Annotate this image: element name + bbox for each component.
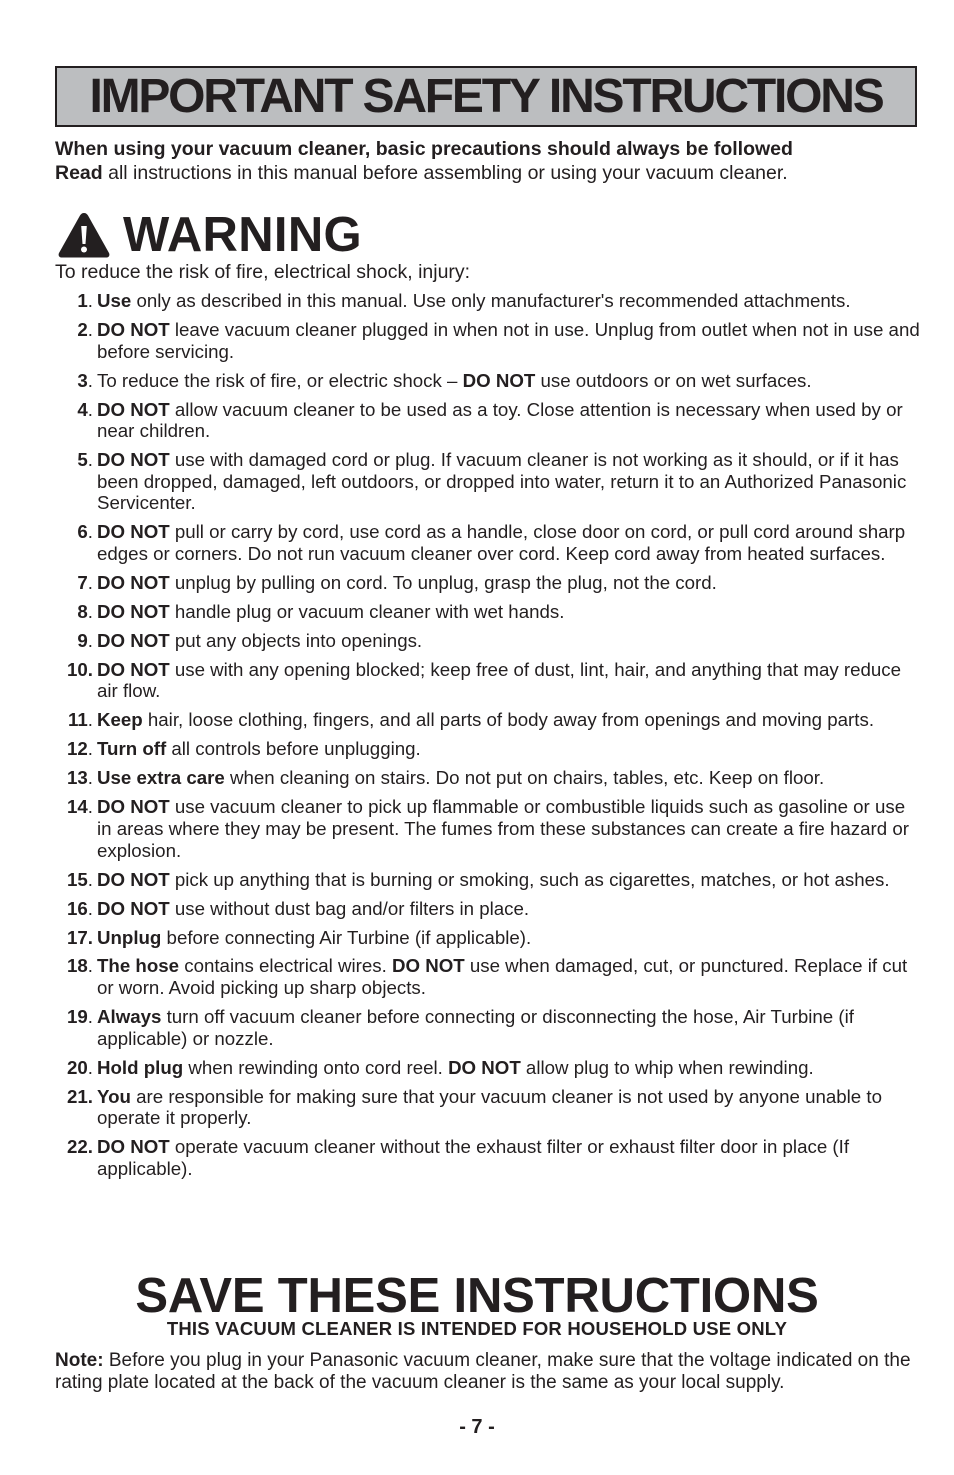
intro-precautions: When using your vacuum cleaner, basic precautions should always be followed [55, 138, 793, 160]
item-number-value: 15 [67, 868, 88, 890]
instruction-item [55, 927, 921, 949]
instruction-item [55, 767, 921, 789]
item-emphasis: DO NOT [97, 1136, 170, 1158]
title-banner [55, 66, 917, 127]
instruction-item [55, 709, 921, 731]
item-text: use with damaged cord or plug. If vacuum cleaner is not working as it should, or if it has been dropped, damaged, left outdoors, or dropped into water, return it to an Authorized Panasonic Servicenter. [97, 449, 907, 514]
item-text: put any objects into openings. [169, 629, 423, 651]
instruction-item [55, 1136, 921, 1179]
item-number-value: 10 [67, 658, 88, 680]
instruction-item [55, 955, 921, 998]
item-number-separator: . [87, 955, 93, 977]
item-text: use vacuum cleaner to pick up flammable or combustible liquids such as gasoline or use in areas where they may be present. The fumes from these substances can create a fire hazard or explosion. [97, 796, 909, 861]
intro-read-rest: all instructions in this manual before assembling or using your vacuum cleaner. [102, 162, 788, 184]
item-number [55, 659, 93, 681]
warning-heading [57, 208, 362, 262]
instruction-item [55, 796, 921, 861]
item-number-value: 6 [77, 521, 88, 543]
item-emphasis: DO NOT [97, 629, 170, 651]
item-emphasis: DO NOT [97, 868, 170, 890]
item-emphasis: DO NOT [97, 521, 170, 543]
item-emphasis: DO NOT [97, 449, 170, 471]
item-number-separator: . [87, 796, 93, 818]
item-number-separator: . [87, 629, 93, 651]
item-number [55, 572, 93, 594]
item-text: To reduce the risk of fire, or electric shock – [97, 369, 463, 391]
item-number-separator: . [87, 1136, 93, 1158]
instruction-item [55, 521, 921, 564]
item-number-value: 2 [77, 318, 88, 340]
instruction-item [55, 630, 921, 652]
item-text: use without dust bag and/or filters in place. [169, 897, 530, 919]
item-number-value: 19 [67, 1006, 88, 1028]
item-number [55, 898, 93, 920]
item-text: contains electrical wires. [179, 955, 392, 977]
intro-read-bold: Read [55, 162, 103, 184]
item-emphasis: Always [97, 1006, 162, 1028]
item-number-value: 8 [77, 600, 88, 622]
item-number-separator: . [87, 318, 93, 340]
item-emphasis: DO NOT [462, 369, 536, 391]
item-emphasis: DO NOT [97, 398, 170, 420]
item-number-separator: . [87, 897, 93, 919]
item-number-separator: . [87, 369, 93, 391]
item-number-separator: . [87, 868, 93, 890]
item-number-value: 11 [68, 709, 88, 731]
item-number [55, 290, 93, 312]
item-text: turn off vacuum cleaner before connecting or disconnecting the hose, Air Turbine (if applicable) or nozzle. [97, 1006, 854, 1049]
item-number-value: 9 [77, 629, 88, 651]
item-text: hair, loose clothing, fingers, and all parts of body away from openings and moving parts. [142, 709, 875, 731]
item-text: all controls before unplugging. [166, 738, 421, 760]
item-text: use with any opening blocked; keep free of dust, lint, hair, and anything that may reduce air flow. [97, 658, 902, 702]
item-emphasis: DO NOT [391, 955, 465, 977]
item-number-value: 21 [67, 1085, 88, 1107]
item-number [55, 630, 93, 652]
item-number-value: 5 [77, 449, 88, 471]
item-text: when rewinding onto cord reel. [183, 1056, 449, 1078]
item-number-separator: . [87, 398, 93, 420]
instruction-item [55, 449, 921, 514]
item-number-separator: . [87, 738, 93, 760]
instruction-item [55, 601, 921, 623]
item-number [55, 767, 93, 789]
item-number-separator: . [87, 767, 93, 789]
item-text: pull or carry by cord, use cord as a handle, close door on cord, or pull cord around sharp edges or corners. Do not run vacuum cleaner over cord. Keep cord away from heated surfaces. [97, 521, 906, 564]
item-emphasis: Keep [97, 709, 143, 731]
item-number-value: 14 [67, 796, 88, 818]
item-number-separator: . [87, 1056, 93, 1078]
item-number-separator: . [87, 290, 93, 311]
item-emphasis: Unplug [97, 926, 162, 948]
instruction-item [55, 1006, 921, 1049]
page-title: IMPORTANT SAFETY INSTRUCTIONS [89, 70, 883, 123]
item-number [55, 1006, 93, 1028]
instruction-item [55, 370, 921, 392]
item-emphasis: Hold plug [97, 1056, 184, 1078]
item-emphasis: DO NOT [97, 897, 170, 919]
item-number-separator: . [87, 521, 93, 543]
instruction-item [55, 869, 921, 891]
instruction-item [55, 319, 921, 362]
warning-intro: To reduce the risk of fire, electrical shock, injury: [55, 261, 471, 283]
item-number-separator: . [87, 658, 93, 680]
item-emphasis: DO NOT [97, 571, 170, 593]
item-number [55, 601, 93, 623]
item-emphasis: The hose [97, 955, 180, 977]
item-text: use outdoors or on wet surfaces. [535, 369, 812, 391]
item-text: use when damaged, cut, or punctured. Replace if cut or worn. Avoid picking up sharp objects. [97, 955, 908, 999]
item-number [55, 709, 93, 731]
voltage-note [55, 1350, 921, 1393]
instruction-item [55, 738, 921, 760]
instruction-item [55, 290, 921, 312]
item-text: handle plug or vacuum cleaner with wet hands. [169, 600, 565, 622]
item-number-value: 18 [67, 955, 88, 977]
item-text: operate vacuum cleaner without the exhaust filter or exhaust filter door in place (If applicable). [97, 1136, 850, 1179]
item-number [55, 927, 93, 949]
item-number-value: 13 [67, 767, 88, 789]
item-emphasis: DO NOT [97, 600, 170, 622]
item-number-separator: . [87, 449, 93, 471]
item-number-separator: . [87, 709, 93, 731]
item-number [55, 1136, 93, 1158]
item-emphasis: Turn off [97, 738, 167, 760]
item-emphasis: DO NOT [97, 658, 170, 680]
item-number [55, 449, 93, 471]
item-number [55, 738, 93, 760]
item-number-value: 16 [67, 897, 88, 919]
item-number-separator: . [87, 571, 93, 593]
item-emphasis: DO NOT [97, 796, 170, 818]
item-number [55, 1057, 93, 1079]
safety-instructions-list [55, 290, 921, 1187]
item-text: are responsible for making sure that your vacuum cleaner is not used by anyone unable to operate it properly. [97, 1085, 882, 1129]
item-emphasis: You [97, 1085, 131, 1107]
intro-read [55, 161, 925, 185]
warning-triangle-icon [57, 211, 111, 259]
item-number [55, 521, 93, 543]
item-text: before connecting Air Turbine (if applicable). [161, 926, 532, 948]
intro-block [55, 137, 925, 185]
page-number: - 7 - [459, 1416, 495, 1438]
item-emphasis: DO NOT [448, 1056, 521, 1078]
warning-title: WARNING [123, 208, 362, 262]
item-number-separator: . [87, 1085, 93, 1107]
note-label: Note: [55, 1350, 104, 1371]
item-text: leave vacuum cleaner plugged in when not in use. Unplug from outlet when not in use and before servicing. [97, 318, 920, 362]
item-number [55, 955, 93, 977]
instruction-item [55, 399, 921, 442]
item-number-value: 7 [77, 571, 88, 593]
item-text: pick up anything that is burning or smoking, such as cigarettes, matches, or hot ashes. [169, 868, 890, 890]
item-number-value: 20 [67, 1056, 88, 1078]
item-text: when cleaning on stairs. Do not put on chairs, tables, etc. Keep on floor. [224, 767, 825, 789]
item-number [55, 319, 93, 341]
item-number [55, 796, 93, 818]
item-number-value: 22 [67, 1136, 88, 1158]
item-text: allow vacuum cleaner to be used as a toy. Close attention is necessary when used by or near children. [97, 398, 903, 442]
instruction-item [55, 898, 921, 920]
item-number [55, 399, 93, 421]
item-number-separator: . [87, 926, 93, 948]
item-emphasis: DO NOT [97, 318, 170, 340]
item-text: unplug by pulling on cord. To unplug, grasp the plug, not the cord. [169, 571, 717, 593]
instruction-item [55, 659, 921, 702]
item-number [55, 370, 93, 392]
item-number-value: 17 [67, 926, 88, 948]
item-number [55, 1086, 93, 1108]
item-number-value: 1 [77, 290, 88, 311]
item-number-separator: . [87, 1006, 93, 1028]
item-number-value: 4 [77, 398, 88, 420]
item-number [55, 869, 93, 891]
item-text: only as described in this manual. Use only manufacturer's recommended attachments. [131, 290, 851, 311]
instruction-item [55, 1057, 921, 1079]
note-text: Before you plug in your Panasonic vacuum cleaner, make sure that the voltage indicated on the rating plate located at the back of the vacuum cleaner is the same as your local supply. [55, 1350, 911, 1393]
household-use-notice: THIS VACUUM CLEANER IS INTENDED FOR HOUSEHOLD USE ONLY [166, 1318, 788, 1339]
save-instructions-title: SAVE THESE INSTRUCTIONS [135, 1269, 819, 1323]
item-number-value: 3 [77, 369, 88, 391]
item-text: allow plug to whip when rewinding. [520, 1056, 814, 1078]
item-number-value: 12 [67, 738, 88, 760]
instruction-item [55, 572, 921, 594]
item-number-separator: . [87, 600, 93, 622]
instruction-item [55, 1086, 921, 1129]
item-emphasis: Use extra care [97, 767, 225, 789]
item-emphasis: Use [97, 290, 132, 311]
